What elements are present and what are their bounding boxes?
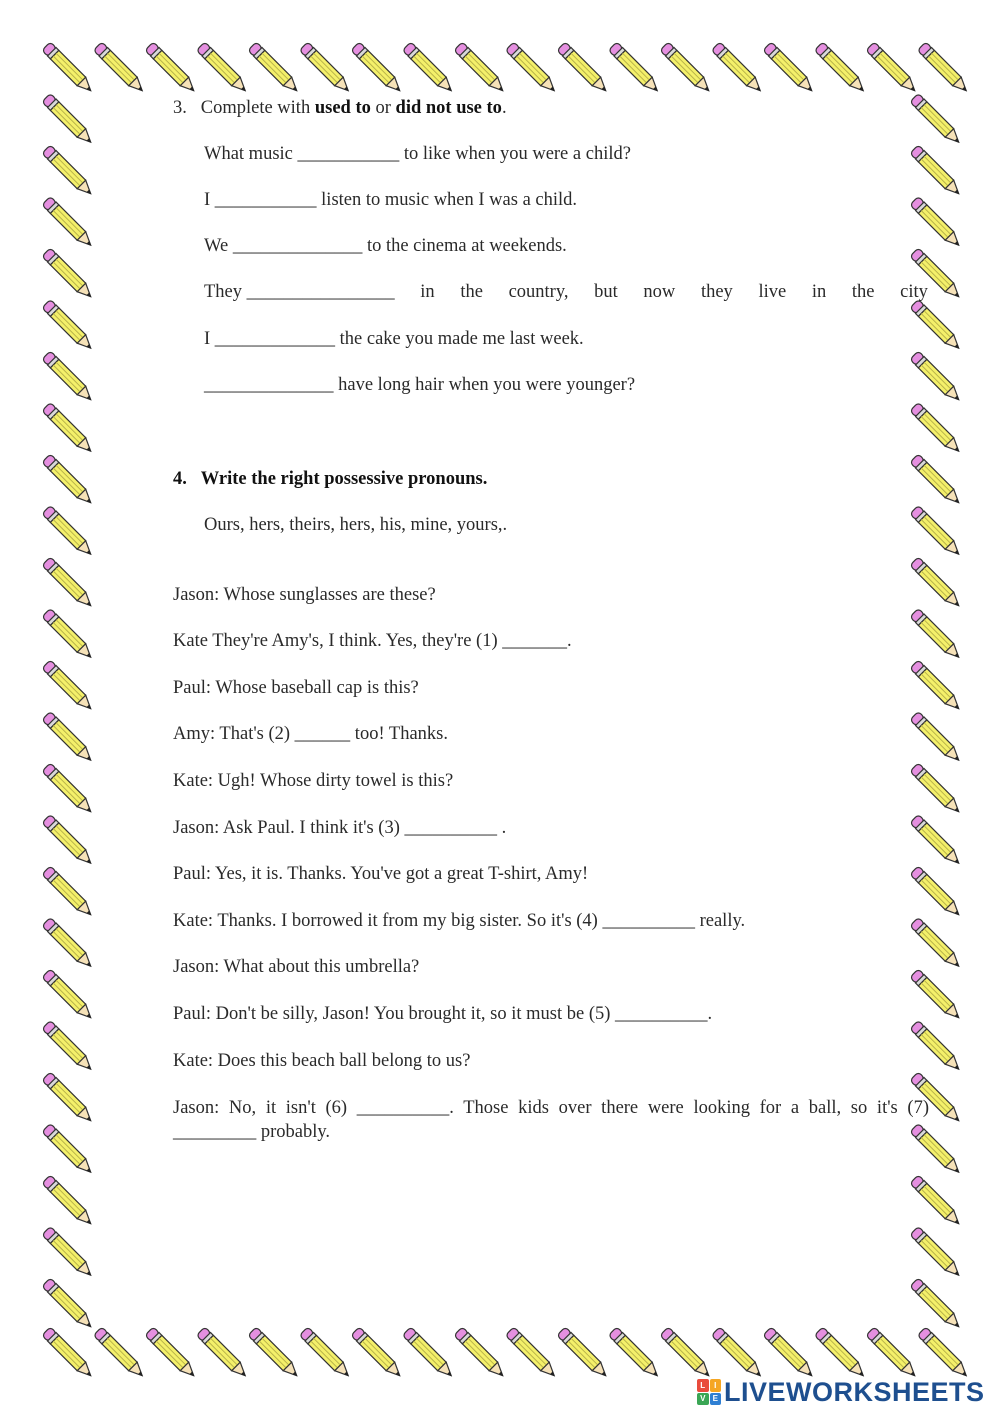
logo-text: LIVEWORKSHEETS bbox=[724, 1376, 985, 1407]
logo-letter: L bbox=[697, 1379, 709, 1392]
did-not-use-to-label: did not use to bbox=[395, 98, 502, 118]
justified-word: in bbox=[811, 282, 827, 302]
justified-word: live bbox=[758, 282, 787, 302]
dialogue-line[interactable]: Kate They're Amy's, I think. Yes, they're (1) _______. bbox=[173, 631, 572, 651]
justified-word: They ________________ bbox=[204, 282, 395, 302]
justified-word: in bbox=[420, 282, 435, 302]
justified-word: but bbox=[594, 282, 618, 302]
section3-instruction-mid: or bbox=[370, 98, 396, 118]
justified-word: country, bbox=[508, 282, 569, 302]
dialogue-line: Jason: Whose sunglasses are these? bbox=[173, 585, 436, 605]
section4-title: Write the right possessive pronouns. bbox=[200, 469, 488, 489]
dialogue-line[interactable]: Kate: Thanks. I borrowed it from my big sister. So it's (4) __________ really. bbox=[173, 911, 746, 931]
justified-word: now bbox=[643, 282, 676, 302]
liveworksheets-logo[interactable] bbox=[697, 1376, 985, 1408]
dialogue-line[interactable]: Paul: Don't be silly, Jason! You brought it, so it must be (5) __________. bbox=[173, 1004, 713, 1024]
word-bank: Ours, hers, theirs, hers, his, mine, yours,. bbox=[204, 515, 508, 535]
section3-sentence-3[interactable]: We ______________ to the cinema at weekends. bbox=[204, 236, 567, 256]
dialogue-line[interactable]: Amy: That's (2) ______ too! Thanks. bbox=[173, 724, 448, 744]
logo-letter: E bbox=[710, 1393, 722, 1406]
logo-letter: I bbox=[710, 1379, 722, 1392]
dialogue-line: Paul: Whose baseball cap is this? bbox=[173, 678, 419, 698]
dialogue-line: Paul: Yes, it is. Thanks. You've got a great T-shirt, Amy! bbox=[173, 864, 589, 884]
dialogue-line: Jason: What about this umbrella? bbox=[173, 957, 420, 977]
section3-instruction-prefix: Complete with bbox=[200, 98, 315, 118]
section4-number: 4. bbox=[173, 469, 187, 489]
dialogue-line[interactable]: Jason: Ask Paul. I think it's (3) __________ . bbox=[173, 818, 507, 838]
logo-letter: V bbox=[697, 1393, 709, 1406]
dialogue-line: Kate: Does this beach ball belong to us? bbox=[173, 1051, 471, 1071]
dialogue-last-line[interactable]: Jason: No, it isn't (6) __________. Those kids over there were looking for a ball, so it's (7) _________ probably. bbox=[173, 1098, 929, 1142]
section3-sentence-5[interactable]: I _____________ the cake you made me last week. bbox=[204, 329, 584, 349]
logo-mark-icon bbox=[697, 1379, 721, 1405]
section3-number: 3. bbox=[173, 98, 187, 118]
section3-sentence-1[interactable]: What music ___________ to like when you were a child? bbox=[204, 144, 631, 164]
justified-word: city bbox=[900, 282, 928, 302]
section3-instruction-end: . bbox=[501, 98, 507, 118]
section4-heading bbox=[173, 468, 487, 490]
justified-word: the bbox=[460, 282, 483, 302]
section3-sentence-4[interactable] bbox=[204, 281, 928, 303]
section3-sentence-6[interactable]: ______________ have long hair when you were younger? bbox=[204, 375, 636, 395]
justified-word: the bbox=[851, 282, 875, 302]
justified-word: they bbox=[700, 282, 733, 302]
section3-sentence-2[interactable]: I ___________ listen to music when I was a child. bbox=[204, 190, 578, 210]
section3-instruction bbox=[173, 97, 507, 119]
used-to-label: used to bbox=[314, 98, 371, 118]
dialogue-line: Kate: Ugh! Whose dirty towel is this? bbox=[173, 771, 454, 791]
